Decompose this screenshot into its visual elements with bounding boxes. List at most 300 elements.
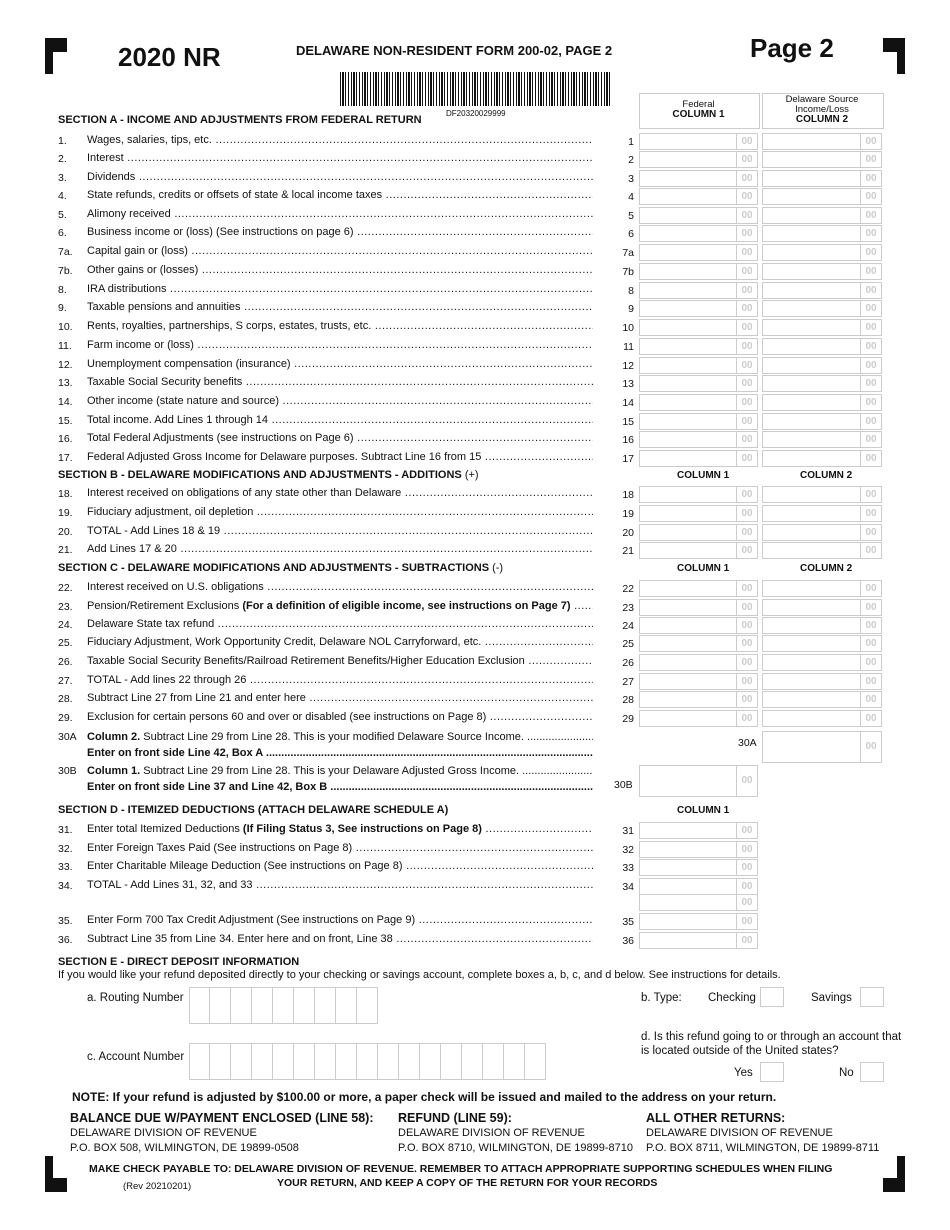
column-2-amount-field[interactable] — [762, 300, 882, 317]
checking-checkbox[interactable] — [760, 987, 784, 1007]
line-label — [87, 395, 593, 407]
cents: 00 — [736, 914, 757, 929]
line-label — [87, 711, 593, 723]
section-e-intro: If you would like your refund deposited directly to your checking or savings account, complete boxes a, b, c, and d below. See instructions for details. — [58, 969, 781, 981]
column-2-amount-field[interactable] — [762, 505, 882, 522]
column-2-amount-field[interactable] — [762, 580, 882, 597]
column-1-amount-field[interactable] — [639, 244, 758, 261]
line-30a-desc: Subtract Line 29 from Line 28. This is your modified Delaware Source Income. — [143, 731, 524, 743]
column-2-amount-field[interactable] — [762, 188, 882, 205]
cents: 00 — [860, 245, 881, 260]
line-number: 8. — [58, 284, 67, 296]
section-c-sign: (-) — [492, 562, 504, 574]
column-2-amount-field[interactable] — [762, 244, 882, 261]
form-line — [0, 673, 950, 691]
cents: 00 — [860, 264, 881, 279]
section-b-col1: COLUMN 1 — [677, 470, 730, 481]
line-34-blank-field[interactable] — [639, 894, 758, 911]
checking-label: Checking — [708, 992, 756, 1004]
cents: 00 — [736, 134, 757, 149]
digit-box[interactable] — [210, 987, 231, 1024]
cents: 00 — [736, 301, 757, 316]
column-1-amount-field[interactable] — [639, 133, 758, 150]
cents: 00 — [736, 451, 757, 466]
line-30b-col1-field[interactable] — [639, 765, 758, 797]
line-30a-enter: Enter on front side Line 42, Box A — [87, 747, 263, 759]
column-2-amount-field[interactable] — [762, 394, 882, 411]
cents: 00 — [736, 543, 757, 558]
account-number-boxes[interactable] — [189, 1043, 546, 1080]
line-number: 1. — [58, 135, 67, 147]
form-line — [0, 710, 950, 728]
cents: 00 — [860, 226, 881, 241]
line-number: 17. — [58, 452, 73, 464]
form-line — [0, 580, 950, 598]
column-1-label: COLUMN 1 — [672, 109, 725, 120]
column-1-amount-field[interactable] — [639, 207, 758, 224]
column-1-amount-field[interactable] — [639, 319, 758, 336]
line-label — [87, 208, 593, 220]
section-b-title-text: SECTION B - DELAWARE MODIFICATIONS AND ADJUSTMENTS - ADDITIONS — [58, 469, 462, 481]
line-label — [87, 414, 593, 426]
line-label — [87, 914, 593, 926]
section-d-title: SECTION D - ITEMIZED DEDUCTIONS (ATTACH DELAWARE SCHEDULE A) — [58, 804, 449, 816]
digit-box[interactable] — [336, 1043, 357, 1080]
line-number: 31. — [58, 824, 73, 836]
form-line — [0, 822, 950, 840]
barcode — [340, 72, 612, 106]
line-30b-enter: Enter on front side Line 37 and Line 42, Box B — [87, 781, 328, 793]
column-2-amount-field[interactable] — [762, 319, 882, 336]
column-1-amount-field[interactable] — [639, 151, 758, 168]
digit-box[interactable] — [357, 987, 378, 1024]
column-2-amount-field[interactable] — [762, 691, 882, 708]
column-1-amount-field[interactable] — [639, 394, 758, 411]
cents: 00 — [736, 506, 757, 521]
line-label-text: Enter Foreign Taxes Paid (See instructions on Page 8) — [87, 842, 353, 854]
address-refund — [398, 1111, 633, 1156]
line-label-text: Taxable pensions and annuities — [87, 301, 241, 313]
column-1-amount-field[interactable] — [639, 357, 758, 374]
address-line2: P.O. BOX 8711, WILMINGTON, DE 19899-8711 — [646, 1142, 880, 1154]
line-label — [87, 823, 593, 835]
digit-box[interactable] — [189, 987, 210, 1024]
line-number: 24. — [58, 619, 73, 631]
column-2-amount-field[interactable] — [762, 673, 882, 690]
line-label-text: Enter Charitable Mileage Deduction (See instructions on Page 8) — [87, 860, 403, 872]
digit-box[interactable] — [294, 987, 315, 1024]
line-label-text: Taxable Social Security benefits — [87, 376, 243, 388]
column-1-amount-field[interactable] — [639, 617, 758, 634]
form-line — [0, 375, 950, 393]
cents: 00 — [736, 245, 757, 260]
line-ref: 28 — [622, 694, 634, 706]
column-1-amount-field[interactable] — [639, 635, 758, 652]
address-line1: DELAWARE DIVISION OF REVENUE — [70, 1127, 257, 1139]
line-label-text: TOTAL - Add Lines 18 & 19 — [87, 525, 221, 537]
digit-box[interactable] — [336, 987, 357, 1024]
line-label — [87, 543, 593, 555]
line-number: 4. — [58, 190, 67, 202]
line-ref: 22 — [622, 583, 634, 595]
address-line2: P.O. BOX 8710, WILMINGTON, DE 19899-8710 — [398, 1142, 633, 1154]
column-2-amount-field[interactable] — [762, 282, 882, 299]
digit-box[interactable] — [483, 1043, 504, 1080]
form-line — [0, 413, 950, 431]
column-2-amount-field[interactable] — [762, 151, 882, 168]
column-1-amount-field[interactable] — [639, 338, 758, 355]
digit-box[interactable] — [420, 1043, 441, 1080]
column-1-amount-field[interactable] — [639, 841, 758, 858]
line-ref: 20 — [622, 527, 634, 539]
line-label — [87, 301, 593, 313]
line-ref: 1 — [628, 136, 634, 148]
form-line — [0, 188, 950, 206]
type-label: b. Type: — [641, 992, 682, 1004]
column-2-amount-field[interactable] — [762, 375, 882, 392]
line-number: 6. — [58, 227, 67, 239]
cents: 00 — [860, 711, 881, 726]
cents: 00 — [860, 581, 881, 596]
line-30b-desc: Subtract Line 29 from Line 28. This is your Delaware Adjusted Gross Income. — [143, 765, 520, 777]
barcode-id: DF20320029999 — [446, 109, 506, 118]
line-label-text: Wages, salaries, tips, etc. — [87, 134, 212, 146]
cents: 00 — [736, 674, 757, 689]
column-2-header — [762, 95, 882, 125]
line-ref: 36 — [622, 935, 634, 947]
cents: 00 — [736, 636, 757, 651]
line-label-text: Enter total Itemized Deductions — [87, 823, 240, 835]
column-2-amount-field[interactable] — [762, 486, 882, 503]
line-ref: 4 — [628, 191, 634, 203]
line-30a-bold: Column 2. — [87, 731, 141, 743]
column-1-amount-field[interactable] — [639, 375, 758, 392]
line-ref: 2 — [628, 154, 634, 166]
line-number: 26. — [58, 656, 73, 668]
line-label — [87, 618, 593, 630]
column-2-amount-field[interactable] — [762, 413, 882, 430]
line-label — [87, 189, 593, 201]
cents: 00 — [736, 879, 757, 894]
line-label-text: Other income (state nature and source) — [87, 395, 279, 407]
digit-box[interactable] — [315, 987, 336, 1024]
line-number: 18. — [58, 488, 73, 500]
column-1-amount-field[interactable] — [639, 878, 758, 895]
line-30b-text2 — [87, 781, 593, 793]
digit-box[interactable] — [462, 1043, 483, 1080]
digit-box[interactable] — [273, 1043, 294, 1080]
column-2-amount-field[interactable] — [762, 263, 882, 280]
form-line — [0, 133, 950, 151]
cents: 00 — [860, 134, 881, 149]
column-1-amount-field[interactable] — [639, 431, 758, 448]
cents: 00 — [736, 320, 757, 335]
digit-box[interactable] — [525, 1043, 546, 1080]
line-ref: 15 — [622, 416, 634, 428]
address-head: REFUND (LINE 59): — [398, 1111, 512, 1125]
line-number: 22. — [58, 582, 73, 594]
cents: 00 — [860, 636, 881, 651]
column-1-amount-field[interactable] — [639, 580, 758, 597]
line-number: 25. — [58, 637, 73, 649]
cents: 00 — [736, 618, 757, 633]
line-number: 29. — [58, 712, 73, 724]
line-number: 14. — [58, 396, 73, 408]
line-ref: 3 — [628, 173, 634, 185]
line-ref: 10 — [622, 322, 634, 334]
cents: 00 — [860, 376, 881, 391]
column-1-amount-field[interactable] — [639, 859, 758, 876]
line-ref: 6 — [628, 228, 634, 240]
cents: 00 — [860, 171, 881, 186]
form-line — [0, 859, 950, 877]
line-30a-num: 30A — [58, 731, 77, 743]
column-1-amount-field[interactable] — [639, 300, 758, 317]
column-2-amount-field[interactable] — [762, 207, 882, 224]
section-c-col2: COLUMN 2 — [800, 563, 853, 574]
line-label-text: Subtract Line 27 from Line 21 and enter here — [87, 692, 306, 704]
line-ref: 21 — [622, 545, 634, 557]
line-label — [87, 451, 593, 463]
line-number: 20. — [58, 526, 73, 538]
line-label — [87, 432, 593, 444]
line-label — [87, 134, 593, 146]
column-1-amount-field[interactable] — [639, 188, 758, 205]
line-label-text: Delaware State tax refund — [87, 618, 215, 630]
revision-date: (Rev 20210201) — [123, 1181, 192, 1192]
column-2-amount-field[interactable] — [762, 133, 882, 150]
address-line1: DELAWARE DIVISION OF REVENUE — [646, 1127, 833, 1139]
corner-cut-tr — [883, 52, 897, 74]
line-number: 3. — [58, 172, 67, 184]
savings-checkbox[interactable] — [860, 987, 884, 1007]
line-number: 33. — [58, 861, 73, 873]
line-number: 35. — [58, 915, 73, 927]
column-1-amount-field[interactable] — [639, 505, 758, 522]
column-2-amount-field[interactable] — [762, 654, 882, 671]
column-1-amount-field[interactable] — [639, 822, 758, 839]
form-line — [0, 282, 950, 300]
cents: 00 — [736, 842, 757, 857]
cents: 00 — [860, 189, 881, 204]
column-1-header — [639, 100, 758, 120]
cents: 00 — [736, 152, 757, 167]
line-label-text: Subtract Line 35 from Line 34. Enter here and on front, Line 38 — [87, 933, 393, 945]
cents: 00 — [860, 283, 881, 298]
foreign-account-q1: d. Is this refund going to or through an account that — [641, 1031, 902, 1043]
line-number: 28. — [58, 693, 73, 705]
address-head: ALL OTHER RETURNS: — [646, 1111, 786, 1125]
column-1-amount-field[interactable] — [639, 599, 758, 616]
digit-box[interactable] — [315, 1043, 336, 1080]
line-label — [87, 171, 593, 183]
address-head: BALANCE DUE W/PAYMENT ENCLOSED (LINE 58): — [70, 1111, 374, 1125]
cents: 00 — [860, 208, 881, 223]
cents: 00 — [860, 674, 881, 689]
digit-box[interactable] — [378, 1043, 399, 1080]
line-label-text: State refunds, credits or offsets of state & local income taxes — [87, 189, 383, 201]
digit-box[interactable] — [210, 1043, 231, 1080]
line-number: 27. — [58, 675, 73, 687]
column-2-line1: Delaware Source — [785, 94, 859, 105]
digit-box[interactable] — [189, 1043, 210, 1080]
line-label — [87, 339, 593, 351]
cents: 00 — [860, 395, 881, 410]
column-1-amount-field[interactable] — [639, 225, 758, 242]
digit-box[interactable] — [441, 1043, 462, 1080]
form-title: DELAWARE NON-RESIDENT FORM 200-02, PAGE 2 — [296, 43, 613, 58]
form-line — [0, 151, 950, 169]
line-30a-col2-field[interactable] — [762, 731, 882, 763]
column-1-federal: Federal — [682, 99, 715, 110]
column-1-amount-field[interactable] — [639, 282, 758, 299]
line-number: 2. — [58, 153, 67, 165]
line-ref: 23 — [622, 602, 634, 614]
cents: 00 — [736, 283, 757, 298]
cents: 00 — [736, 339, 757, 354]
column-2-label: COLUMN 2 — [795, 114, 849, 125]
cents: 00 — [736, 823, 757, 838]
cents: 00 — [860, 432, 881, 447]
address-balance-due — [70, 1111, 374, 1156]
routing-number-boxes[interactable] — [189, 987, 378, 1024]
line-number: 10. — [58, 321, 73, 333]
line-number: 5. — [58, 209, 67, 221]
cents: 00 — [736, 414, 757, 429]
line-number: 7b. — [58, 265, 73, 277]
cents: 00 — [860, 600, 881, 615]
cents: 00 — [736, 933, 757, 948]
column-1-amount-field[interactable] — [639, 913, 758, 930]
line-label — [87, 525, 593, 537]
form-line — [0, 913, 950, 931]
line-label — [87, 860, 593, 872]
column-2-amount-field[interactable] — [762, 635, 882, 652]
line-30a-text1 — [87, 731, 593, 743]
line-ref: 27 — [622, 676, 634, 688]
column-2-amount-field[interactable] — [762, 338, 882, 355]
line-label-text: Interest received on U.S. obligations — [87, 581, 264, 593]
cents: 00 — [736, 655, 757, 670]
line-label-text: Other gains or (losses) — [87, 264, 199, 276]
line-number: 21. — [58, 544, 73, 556]
cents: 00 — [736, 208, 757, 223]
line-label-text: Capital gain or (loss) — [87, 245, 188, 257]
column-1-amount-field[interactable] — [639, 486, 758, 503]
line-ref: 12 — [622, 360, 634, 372]
digit-box[interactable] — [399, 1043, 420, 1080]
column-2-amount-field[interactable] — [762, 357, 882, 374]
column-2-amount-field[interactable] — [762, 170, 882, 187]
line-ref: 17 — [622, 453, 634, 465]
no-checkbox[interactable] — [860, 1062, 884, 1082]
corner-cut-tl — [53, 52, 67, 74]
line-label-text: Alimony received — [87, 208, 171, 220]
column-1-amount-field[interactable] — [639, 691, 758, 708]
section-a-title: SECTION A - INCOME AND ADJUSTMENTS FROM FEDERAL RETURN — [58, 114, 422, 126]
line-label-text: Pension/Retirement Exclusions — [87, 600, 240, 612]
form-line — [0, 635, 950, 653]
digit-box[interactable] — [231, 987, 252, 1024]
column-2-amount-field[interactable] — [762, 524, 882, 541]
digit-box[interactable] — [231, 1043, 252, 1080]
cents: 00 — [860, 525, 881, 540]
line-number: 32. — [58, 843, 73, 855]
cents: 00 — [860, 487, 881, 502]
column-2-amount-field[interactable] — [762, 542, 882, 559]
form-line — [0, 486, 950, 504]
digit-box[interactable] — [252, 987, 273, 1024]
line-label — [87, 581, 593, 593]
corner-cut-br — [883, 1156, 897, 1178]
yes-checkbox[interactable] — [760, 1062, 784, 1082]
line-number: 19. — [58, 507, 73, 519]
footer-line2: YOUR RETURN, AND KEEP A COPY OF THE RETURN FOR YOUR RECORDS — [277, 1177, 658, 1189]
line-label-text: TOTAL - Add lines 22 through 26 — [87, 674, 247, 686]
column-1-amount-field[interactable] — [639, 263, 758, 280]
cents: 00 — [860, 339, 881, 354]
refund-note: NOTE: If your refund is adjusted by $100.00 or more, a paper check will be issued and mailed to the address on your return. — [72, 1090, 777, 1104]
column-1-amount-field[interactable] — [639, 170, 758, 187]
column-2-amount-field[interactable] — [762, 617, 882, 634]
cents: 00 — [736, 525, 757, 540]
digit-box[interactable] — [357, 1043, 378, 1080]
column-2-amount-field[interactable] — [762, 599, 882, 616]
line-label — [87, 933, 593, 945]
column-2-amount-field[interactable] — [762, 450, 882, 467]
column-2-amount-field[interactable] — [762, 225, 882, 242]
digit-box[interactable] — [294, 1043, 315, 1080]
line-30b-bold: Column 1. — [87, 765, 141, 777]
column-1-amount-field[interactable] — [639, 654, 758, 671]
cents: 00 — [736, 189, 757, 204]
cents: 00 — [860, 414, 881, 429]
line-30a-text2 — [87, 747, 593, 759]
column-1-amount-field[interactable] — [639, 450, 758, 467]
address-other — [646, 1111, 879, 1156]
digit-box[interactable] — [273, 987, 294, 1024]
column-2-amount-field[interactable] — [762, 710, 882, 727]
line-ref: 13 — [622, 378, 634, 390]
line-ref: 19 — [622, 508, 634, 520]
column-1-amount-field[interactable] — [639, 673, 758, 690]
digit-box[interactable] — [504, 1043, 525, 1080]
column-1-amount-field[interactable] — [639, 542, 758, 559]
line-30b-ln: 30B — [614, 779, 633, 791]
cents: 00 — [736, 711, 757, 726]
line-label-bold: (For a definition of eligible income, see instructions on Page 7) — [242, 600, 571, 612]
column-1-amount-field[interactable] — [639, 932, 758, 949]
form-line — [0, 357, 950, 375]
line-label-text: Enter Form 700 Tax Credit Adjustment (See instructions on Page 9) — [87, 914, 416, 926]
column-2-amount-field[interactable] — [762, 431, 882, 448]
line-ref: 35 — [622, 916, 634, 928]
form-line — [0, 338, 950, 356]
form-line — [0, 542, 950, 560]
line-label — [87, 245, 593, 257]
section-d-col1: COLUMN 1 — [677, 805, 730, 816]
column-1-amount-field[interactable] — [639, 413, 758, 430]
line-label — [87, 842, 593, 854]
yes-label: Yes — [734, 1067, 753, 1079]
cents: 00 — [736, 487, 757, 502]
column-1-amount-field[interactable] — [639, 524, 758, 541]
column-1-amount-field[interactable] — [639, 710, 758, 727]
digit-box[interactable] — [252, 1043, 273, 1080]
line-ref: 16 — [622, 434, 634, 446]
line-ref: 26 — [622, 657, 634, 669]
line-label-text: Taxable Social Security Benefits/Railroad Retirement Benefits/Higher Education Exclusion — [87, 655, 525, 667]
